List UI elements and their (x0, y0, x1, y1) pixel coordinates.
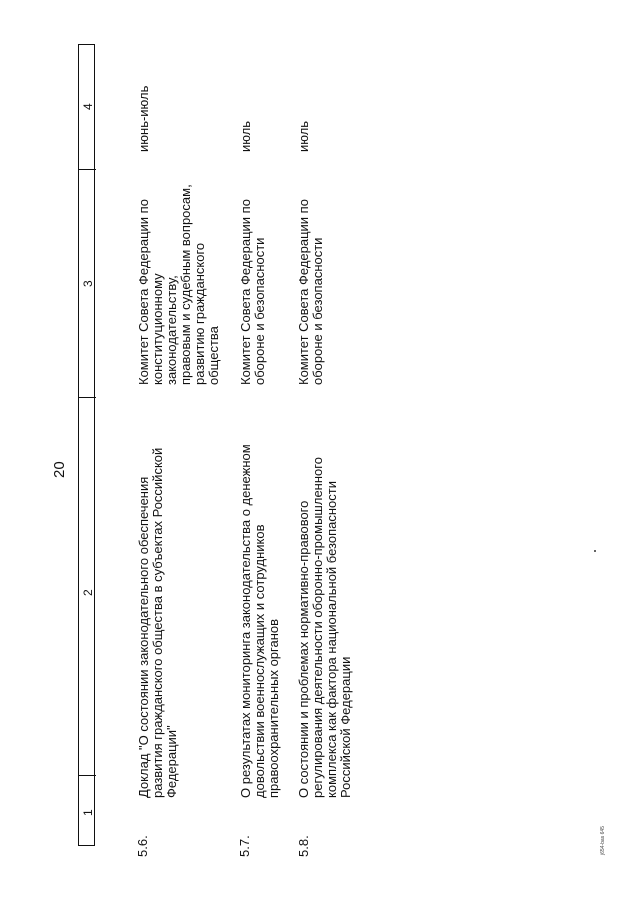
row-5-8-committee: Комитет Совета Федерации по обороне и безопасности (296, 199, 325, 385)
footer-code: j654-bas 645 (600, 826, 606, 855)
header-table (78, 44, 95, 846)
page-number: 20 (51, 461, 68, 478)
header-divider-3-4 (78, 169, 96, 170)
row-5-8-number: 5.8. (296, 835, 311, 857)
row-5-8-title: О состоянии и проблемах нормативно-правового регулирования деятельности оборонно-промышленного комплекса как фактора национальной безопасности Российской Федерации (296, 457, 353, 798)
header-col-3: 3 (81, 280, 95, 287)
row-5-7-number: 5.7. (237, 835, 252, 857)
header-col-2: 2 (81, 589, 95, 596)
row-5-6-number: 5.6. (135, 835, 150, 857)
row-5-8-term: июль (296, 120, 311, 152)
row-5-6-title: Доклад "О состоянии законодательного обеспечения развития гражданского общества в субъектах Российской Федерации" (136, 447, 179, 798)
row-5-6-committee: Комитет Совета Федерации по конституционному законодательству, правовым и судебным вопросам, развитию гражданского общества (136, 184, 221, 385)
stray-dot (594, 550, 596, 552)
header-divider-2-3 (78, 397, 96, 398)
header-col-1: 1 (81, 809, 95, 816)
header-col-4: 4 (81, 103, 95, 110)
row-5-7-term: июль (238, 120, 253, 152)
row-5-7-title: О результатах мониторинга законодательства о денежном довольствии военнослужащих и сотрудников правоохранительных органов (238, 444, 281, 798)
row-5-6-term: июнь-июль (136, 85, 151, 152)
row-5-7-committee: Комитет Совета Федерации по обороне и безопасности (238, 199, 267, 385)
header-divider-1-2 (78, 775, 96, 776)
